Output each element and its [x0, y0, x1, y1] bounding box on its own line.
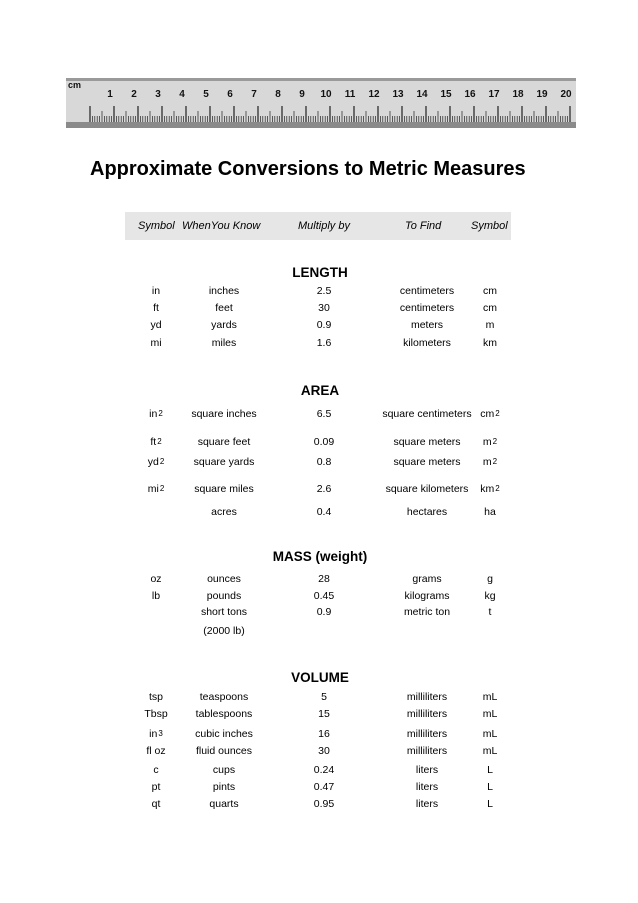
cell-symbol-2 [468, 318, 512, 332]
cell-symbol-2 [468, 624, 512, 638]
cell-to-find [375, 605, 479, 619]
cell-text: yards [211, 319, 237, 331]
cell-when-you-know [179, 336, 269, 350]
cell-symbol [125, 318, 187, 332]
cell-symbol-2: m 2 [482, 456, 498, 468]
cell-text: 0.47 [313, 781, 335, 793]
header-symbol: Symbol [138, 220, 175, 232]
cell-multiply-by [275, 797, 373, 811]
cell-text: square inches [191, 408, 257, 420]
cell-symbol [125, 284, 187, 298]
cell-when-you-know [179, 284, 269, 298]
header-multiply-by: Multiply by [298, 220, 350, 232]
ruler-number: 18 [512, 89, 524, 100]
cell-to-find [375, 572, 479, 586]
cell-to-find [375, 404, 479, 424]
cell-symbol [125, 589, 187, 603]
table-row [125, 284, 511, 298]
cell-text: metric ton [403, 606, 451, 618]
cell-multiply-by [275, 726, 373, 742]
cell-text: km [480, 483, 495, 495]
cell-multiply-by [275, 505, 373, 519]
cell-symbol [125, 690, 187, 704]
cell-text: fluid ounces [195, 745, 253, 757]
cell-to-find [375, 336, 479, 350]
cell-text: ha [484, 506, 496, 518]
cell-symbol-2 [468, 605, 512, 619]
cell-text: cm [483, 285, 497, 297]
table-row [125, 707, 511, 721]
header-to-find: To Find [405, 220, 442, 232]
ruler-number: 3 [155, 89, 161, 100]
cell-multiply-by [275, 479, 373, 499]
cell-text: c [153, 764, 159, 776]
cell-when-you-know [179, 605, 269, 619]
cell-multiply-by [275, 780, 373, 794]
cell-text: Tbsp [144, 708, 168, 720]
cell-symbol: ft 2 [150, 436, 162, 448]
cell-text: pounds [206, 590, 242, 602]
cell-text: 30 [318, 302, 330, 314]
cell-text: acres [211, 506, 237, 518]
cell-symbol-2 [468, 707, 512, 721]
cell-text: 0.9 [316, 606, 332, 618]
cell-when-you-know [179, 404, 269, 424]
cell-text: 28 [318, 573, 330, 585]
cell-text: in [151, 285, 161, 297]
cell-to-find [375, 435, 479, 449]
table-row [125, 301, 511, 315]
cell-text: oz [150, 573, 162, 585]
cell-text: m [482, 456, 492, 468]
ruler-number: 11 [344, 89, 356, 100]
cell-text: mi [150, 337, 162, 349]
cell-multiply-by [275, 572, 373, 586]
ruler-number: 5 [203, 89, 209, 100]
cell-symbol-2 [468, 336, 512, 350]
cell-text: 2.5 [316, 285, 332, 297]
cell-text: miles [211, 337, 237, 349]
table-row [125, 744, 511, 758]
cell-text: yd [147, 456, 159, 468]
cell-text: 5 [321, 691, 327, 703]
cell-text: 0.24 [313, 764, 335, 776]
cell-multiply-by [275, 301, 373, 315]
ruler-number: 13 [392, 89, 404, 100]
cell-text: ft [153, 302, 159, 314]
cell-text: teaspoons [199, 691, 249, 703]
cell-text: square yards [193, 456, 255, 468]
table-row [125, 505, 511, 519]
cell-multiply-by [275, 624, 373, 638]
table-row [125, 572, 511, 586]
cell-symbol [125, 780, 187, 794]
cell-text: in [149, 728, 158, 740]
table-row [125, 455, 511, 469]
cell-to-find [375, 726, 479, 742]
cell-text: m [485, 319, 495, 331]
cell-multiply-by [275, 589, 373, 603]
cell-text: 6.5 [316, 408, 332, 420]
cell-text: 0.95 [313, 798, 335, 810]
cell-multiply-by [275, 318, 373, 332]
cell-text: milliliters [406, 745, 448, 757]
cell-text: cm [483, 302, 497, 314]
cell-text: cups [212, 764, 236, 776]
cell-text: square kilometers [385, 483, 469, 495]
ruler-number: 2 [131, 89, 137, 100]
cell-when-you-know [179, 780, 269, 794]
section-title: MASS (weight) [272, 549, 368, 564]
ruler-number: 19 [536, 89, 548, 100]
cell-when-you-know [179, 435, 269, 449]
cell-symbol [125, 301, 187, 315]
cell-multiply-by [275, 707, 373, 721]
cell-multiply-by [275, 690, 373, 704]
ruler-number: 4 [179, 89, 185, 100]
cell-multiply-by [275, 605, 373, 619]
cell-symbol-2: km 2 [480, 483, 500, 495]
cell-to-find [375, 624, 479, 638]
cell-to-find [375, 479, 479, 499]
cell-text: fl oz [146, 745, 166, 757]
cell-to-find [375, 744, 479, 758]
cell-text: mL [482, 745, 498, 757]
cell-text: pints [212, 781, 236, 793]
cell-text: milliliters [406, 728, 448, 740]
cell-symbol-2 [468, 797, 512, 811]
cell-text: grams [412, 573, 442, 585]
cell-text: 0.45 [313, 590, 335, 602]
cell-text: inches [208, 285, 240, 297]
cell-when-you-know [179, 707, 269, 721]
cell-text: 0.8 [316, 456, 332, 468]
header-when-you-know: WhenYou Know [182, 220, 261, 232]
cell-text: 2.6 [316, 483, 332, 495]
ruler-number: 6 [227, 89, 233, 100]
cell-text: km [483, 337, 497, 349]
cell-text: mL [482, 728, 498, 740]
cell-text: L [487, 764, 493, 776]
ruler-number: 14 [416, 89, 428, 100]
section-title: VOLUME [291, 670, 349, 685]
cell-text: 16 [318, 728, 330, 740]
ruler-number: 10 [320, 89, 332, 100]
cell-symbol-2: m 2 [482, 436, 498, 448]
cell-symbol-2 [468, 780, 512, 794]
cell-when-you-know [179, 624, 269, 638]
cell-symbol: in 2 [149, 408, 163, 420]
table-row [125, 318, 511, 332]
cell-when-you-know [179, 589, 269, 603]
section-title: AREA [300, 383, 340, 398]
cell-to-find [375, 690, 479, 704]
cell-symbol-2 [468, 505, 512, 519]
cell-when-you-know [179, 479, 269, 499]
table-row [125, 763, 511, 777]
cell-text: milliliters [406, 691, 448, 703]
cell-text: 0.9 [316, 319, 332, 331]
cell-text: yd [150, 319, 162, 331]
cell-text: liters [415, 781, 439, 793]
cell-to-find [375, 707, 479, 721]
cell-text: feet [215, 302, 233, 314]
cell-symbol [125, 624, 187, 638]
cell-to-find [375, 589, 479, 603]
cell-text: ft [150, 436, 157, 448]
cell-text: in [149, 408, 158, 420]
cell-symbol: mi 2 [147, 483, 165, 495]
cell-symbol-2: cm 2 [480, 408, 500, 420]
cell-text: square feet [197, 436, 251, 448]
cell-when-you-know [179, 505, 269, 519]
cell-symbol-2 [468, 690, 512, 704]
cell-to-find [375, 780, 479, 794]
cell-when-you-know [179, 726, 269, 742]
cell-text: m [482, 436, 492, 448]
ruler-unit-label: cm [68, 80, 82, 90]
table-row [125, 589, 511, 603]
cell-symbol [125, 797, 187, 811]
ruler-number: 20 [560, 89, 572, 100]
ruler-number: 17 [488, 89, 500, 100]
cell-text: square meters [393, 456, 461, 468]
cell-to-find [375, 797, 479, 811]
cell-text: mL [482, 691, 498, 703]
ruler-number: 16 [464, 89, 476, 100]
cell-text: milliliters [406, 708, 448, 720]
cell-text: tablespoons [195, 708, 253, 720]
cell-text: 1.6 [316, 337, 332, 349]
cell-symbol [125, 744, 187, 758]
cell-text: qt [151, 798, 161, 810]
cell-multiply-by [275, 336, 373, 350]
cell-multiply-by [275, 455, 373, 469]
cell-multiply-by [275, 744, 373, 758]
ruler-number: 8 [275, 89, 281, 100]
cell-text: hectares [406, 506, 448, 518]
cell-when-you-know [179, 797, 269, 811]
cell-text: liters [415, 798, 439, 810]
cell-text: mi [147, 483, 159, 495]
cell-text: kilograms [404, 590, 450, 602]
cell-symbol-2 [468, 572, 512, 586]
ruler-number: 1 [107, 89, 113, 100]
cell-text: liters [415, 764, 439, 776]
cell-symbol [125, 763, 187, 777]
cell-symbol [125, 707, 187, 721]
table-row [125, 605, 511, 619]
cell-text: kilometers [403, 337, 451, 349]
cell-text: centimeters [399, 285, 455, 297]
cell-text: short tons [200, 606, 248, 618]
cell-text: cubic inches [195, 728, 253, 740]
ruler-image [66, 78, 576, 128]
cell-text: tsp [148, 691, 163, 703]
cell-symbol-2 [468, 589, 512, 603]
cell-multiply-by [275, 404, 373, 424]
cell-when-you-know [179, 690, 269, 704]
cell-to-find [375, 284, 479, 298]
cell-text: square meters [393, 436, 461, 448]
cell-symbol-2 [468, 284, 512, 298]
ruler-number: 12 [368, 89, 380, 100]
cell-multiply-by [275, 435, 373, 449]
table-row [125, 336, 511, 350]
cell-when-you-know [179, 744, 269, 758]
cell-text: 0.09 [313, 436, 335, 448]
cell-text: L [487, 781, 493, 793]
table-row [125, 624, 511, 638]
header-symbol-2: Symbol [471, 220, 508, 232]
cell-text: lb [151, 590, 161, 602]
cell-when-you-know [179, 763, 269, 777]
cell-symbol [125, 572, 187, 586]
cell-symbol-2 [468, 301, 512, 315]
cell-text: pt [151, 781, 161, 793]
cell-text: ounces [207, 573, 241, 585]
cell-symbol-2 [468, 726, 512, 742]
cell-text: 0.4 [316, 506, 332, 518]
table-row [125, 780, 511, 794]
page-title: Approximate Conversions to Metric Measures [90, 158, 526, 180]
cell-text: kg [484, 590, 496, 602]
cell-to-find [375, 318, 479, 332]
cell-text: meters [410, 319, 444, 331]
cell-when-you-know [179, 301, 269, 315]
cell-text: centimeters [399, 302, 455, 314]
table-row [125, 690, 511, 704]
table-row [125, 726, 511, 742]
cell-symbol-2 [468, 763, 512, 777]
cell-text: (2000 lb) [203, 625, 245, 637]
cell-text: cm [480, 408, 495, 420]
cell-to-find [375, 455, 479, 469]
cell-symbol: in 3 [149, 728, 163, 740]
cell-symbol [125, 505, 187, 519]
section-title: LENGTH [292, 265, 348, 280]
cell-text: 30 [318, 745, 330, 757]
table-row [125, 479, 511, 499]
cell-symbol [125, 336, 187, 350]
cell-symbol-2 [468, 744, 512, 758]
ruler-number: 9 [299, 89, 305, 100]
cell-when-you-know [179, 318, 269, 332]
cell-text: mL [482, 708, 498, 720]
cell-text: quarts [209, 798, 239, 810]
cell-text: square miles [194, 483, 254, 495]
cell-to-find [375, 763, 479, 777]
table-row [125, 435, 511, 449]
cell-when-you-know [179, 455, 269, 469]
table-row [125, 404, 511, 424]
cell-when-you-know [179, 572, 269, 586]
cell-to-find [375, 301, 479, 315]
table-header [125, 212, 511, 240]
cell-multiply-by [275, 284, 373, 298]
cell-text: L [487, 798, 493, 810]
cell-text: square centimeters [382, 408, 472, 420]
cell-to-find [375, 505, 479, 519]
table-row [125, 797, 511, 811]
ruler-number: 15 [440, 89, 452, 100]
cell-text: 15 [318, 708, 330, 720]
cell-text: g [487, 573, 493, 585]
cell-symbol: yd 2 [147, 456, 165, 468]
ruler-number: 7 [251, 89, 257, 100]
cell-text: t [488, 606, 492, 618]
cell-symbol [125, 605, 187, 619]
cell-multiply-by [275, 763, 373, 777]
